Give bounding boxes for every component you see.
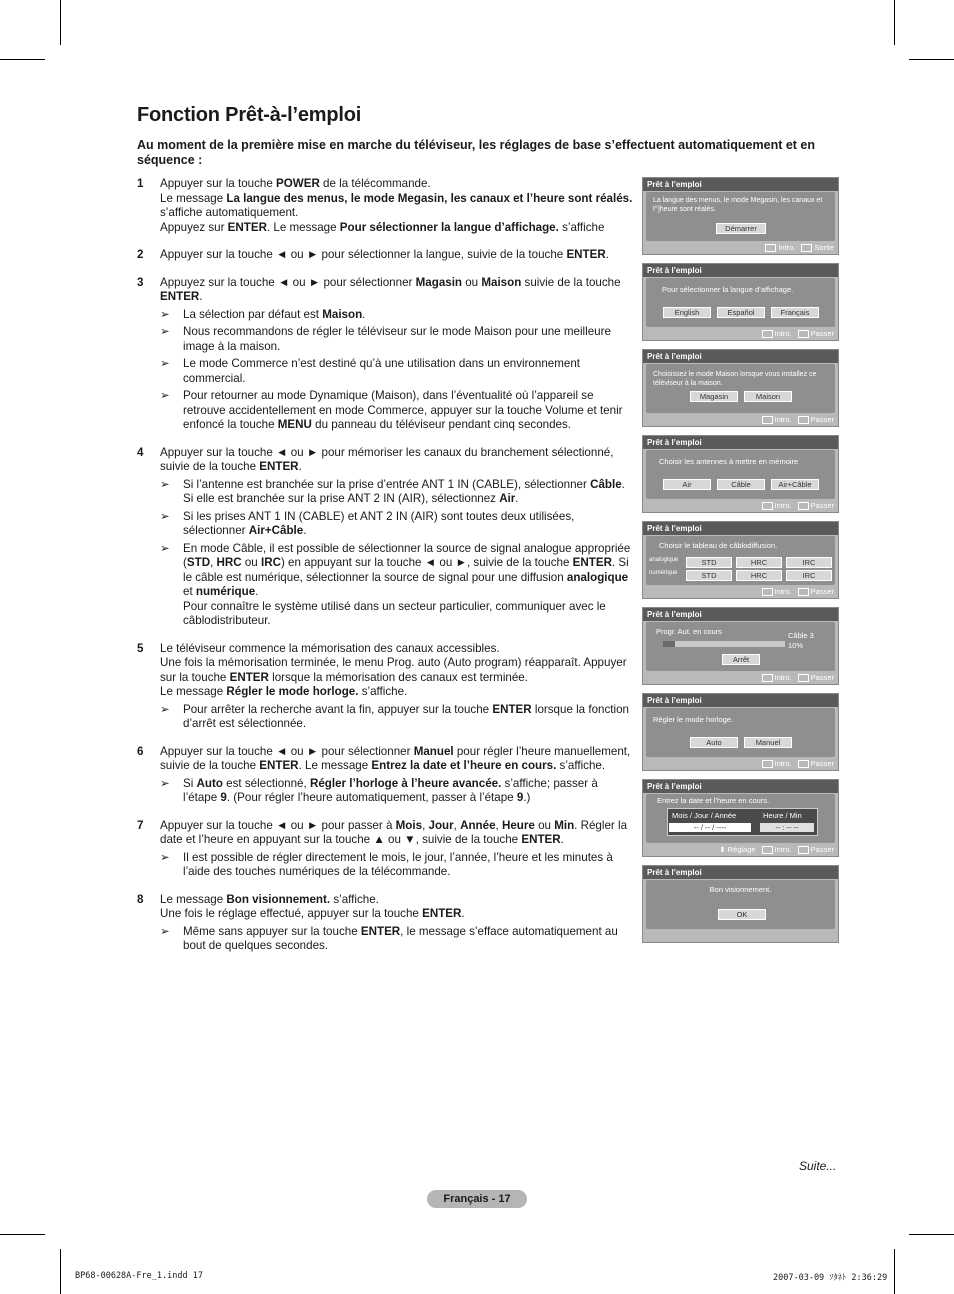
enter-icon: [765, 244, 776, 252]
date-time-table: Mois / Jour / Année Heure / Min -- / -- / ---- -- : -- --: [667, 808, 818, 836]
option-air-cable[interactable]: Air+Câble: [771, 479, 819, 490]
steps-list: [137, 177, 635, 967]
crop-mark: [894, 1249, 895, 1294]
enter-icon: [762, 502, 773, 510]
digital-irc[interactable]: IRC: [786, 570, 832, 581]
step-8: 8 Le message Bon visionnement. s’affiche. Une fois le réglage effectué, appuyer sur la touche ENTER. ➢ Même sans appuyer sur la touche ENTER, le message s’efface automatiquement au bout de quelques secondes.: [137, 892, 618, 952]
osd-screen-1: Prêt à l’emploi La langue des menus, le mode Megasin, les canaux et l^]heure sont réalés. Démarrer Intro. Sortie: [642, 177, 839, 255]
exit-icon: [801, 244, 812, 252]
analog-irc[interactable]: IRC: [786, 557, 832, 568]
osd-screens: [642, 177, 839, 951]
enter-icon: [762, 416, 773, 424]
step-6: 6 Appuyer sur la touche ◄ ou ► pour sélectionner Manuel pour régler l’heure manuellement, suivie de la touche ENTER. Le message Entrez la date et l’heure en cours. s’affiche. ➢ Si Auto est sélectionné, Régler l’horloge à l’heure avancée. s’affiche; passer à l’étape 9. (Pour régler l’heure automatiquement, passer à l’étape 9.): [137, 744, 631, 804]
time-field[interactable]: -- : -- --: [760, 823, 814, 832]
analog-hrc[interactable]: HRC: [736, 557, 782, 568]
demarrer-button[interactable]: Démarrer: [716, 223, 766, 234]
step-1: 1 Appuyer sur la touche POWER de la télécommande. Le message La langue des menus, le mode Megasin, les canaux et l’heure sont réalés. s’affiche automatiquement. Appuyez sur ENTER. Le message Pour sélectionner la langue d’affichage. s’affiche: [137, 177, 633, 234]
crop-mark: [0, 59, 45, 60]
osd-screen-2: Prêt à l’emploi Pour sélectionner la langue d’affichage. English Español Français Intro. Passer: [642, 263, 839, 341]
option-auto[interactable]: Auto: [690, 737, 738, 748]
crop-mark: [909, 1234, 954, 1235]
osd-screen-6: Prêt à l’emploi Progr. Aut. en cours Câble 3 10% Arrêt Intro. Passer: [642, 607, 839, 685]
option-maison[interactable]: Maison: [744, 391, 792, 402]
option-english[interactable]: English: [663, 307, 711, 318]
enter-icon: [762, 674, 773, 682]
digital-hrc[interactable]: HRC: [736, 570, 782, 581]
date-field[interactable]: -- / -- / ----: [669, 823, 751, 832]
crop-mark: [60, 0, 61, 45]
page-number-badge: Français - 17: [427, 1190, 527, 1208]
step-2: 2 Appuyer sur la touche ◄ ou ► pour sélectionner la langue, suivie de la touche ENTER.: [137, 248, 609, 261]
enter-icon: [762, 760, 773, 768]
skip-icon: [798, 330, 809, 338]
osd-title: Prêt à l’emploi: [643, 178, 838, 191]
slug-date: 2007-03-09 ｿﾀﾈﾄ 2:36:29: [773, 1273, 888, 1283]
osd-screen-8: Prêt à l’emploi Entrez la date et l’heure en cours. Mois / Jour / Année Heure / Min -- / -- / ---- -- : -- -- ⬍ Réglage Intro. Passer: [642, 779, 839, 857]
intro-text: Au moment de la première mise en marche du téléviseur, les réglages de base s’effectuent automatiquement et en séquence :: [137, 138, 816, 167]
osd-screen-3: Prêt à l’emploi Choisissez le mode Maison lorsque vous installez ce téléviseur à la maison. Magasin Maison Intro. Passer: [642, 349, 839, 427]
option-francais[interactable]: Français: [771, 307, 819, 318]
option-espanol[interactable]: Español: [717, 307, 765, 318]
osd-screen-5: Prêt à l’emploi Choisir le tableau de câblodiffusion. analogique numérique STD HRC IRC STD HRC IRC Intro. Passer: [642, 521, 839, 599]
osd-screen-4: Prêt à l’emploi Choisir les antennes à mettre en mémoire Air Câble Air+Câble Intro. Passer: [642, 435, 839, 513]
skip-icon: [798, 760, 809, 768]
slug-file: BP68-00628A-Fre_1.indd 17: [75, 1271, 203, 1281]
crop-mark: [894, 0, 895, 45]
ok-button[interactable]: OK: [718, 909, 766, 920]
enter-icon: [762, 588, 773, 596]
skip-icon: [798, 416, 809, 424]
osd-screen-9: Prêt à l’emploi Bon visionnement. OK: [642, 865, 839, 943]
step-4: 4 Appuyer sur la touche ◄ ou ► pour mémoriser les canaux du branchement sélectionné, suivie de la touche ENTER. ➢ Si l’antenne est branchée sur la prise d’entrée ANT 1 IN (CABLE), sélectionner Câble. Si elle est branchée sur la prise ANT 2 IN (AIR), sélectionnez Air. ➢ Si les prises ANT 1 IN (CABLE) et ANT 2 IN (AIR) sont toutes deux utilisées, sélectionner Air+Câble. ➢ En mode Câble, il est possible de sélectionner la source de signal analogue appropriée (STD, HRC ou IRC) en appuyant sur la touche ◄ ou ►, suivie de la touche ENTER. Si le câble est numérique, sélectionner la source de signal pour une diffusion analogique et numérique. Pour connaître le système utilisé dans un secteur particulier, communiquer avec le câblodistributeur.: [137, 445, 631, 627]
enter-icon: [762, 330, 773, 338]
skip-icon: [798, 502, 809, 510]
osd-message: La langue des menus, le mode Megasin, les canaux et l^]heure sont réalés.: [653, 197, 823, 213]
crop-mark: [60, 1249, 61, 1294]
updown-icon: ⬍: [719, 845, 726, 854]
step-7: 7 Appuyer sur la touche ◄ ou ► pour passer à Mois, Jour, Année, Heure ou Min. Régler la date et l’heure en appuyant sur la touche ▲ ou ▼, suivie de la touche ENTER. ➢ Il est possible de régler directement le mois, le jour, l’année, l’heure et les minutes à l’aide des touches numériques de la télécommande.: [137, 818, 628, 878]
progress-fill: [663, 641, 675, 647]
analog-std[interactable]: STD: [686, 557, 732, 568]
enter-icon: [762, 846, 773, 854]
option-air[interactable]: Air: [663, 479, 711, 490]
arret-button[interactable]: Arrêt: [722, 654, 760, 665]
osd-screen-7: Prêt à l’emploi Régler le mode horloge. Auto Manuel Intro. Passer: [642, 693, 839, 771]
skip-icon: [798, 846, 809, 854]
digital-std[interactable]: STD: [686, 570, 732, 581]
suite-label: Suite...: [799, 1159, 837, 1173]
skip-icon: [798, 588, 809, 596]
skip-icon: [798, 674, 809, 682]
option-cable[interactable]: Câble: [717, 479, 765, 490]
option-magasin[interactable]: Magasin: [690, 391, 738, 402]
step-3: 3 Appuyez sur la touche ◄ ou ► pour sélectionner Magasin ou Maison suivie de la touche ENTER. ➢ La sélection par défaut est Maison. ➢ Nous recommandons de régler le téléviseur sur le mode Maison pour une meilleure image à la maison. ➢ Le mode Commerce n’est destiné qu’à une utilisation dans un environnement commercial. ➢ Pour retourner au mode Dynamique (Maison), dans l’éventualité où l’appareil se retrouve accidentellement en mode Commerce, appuyer sur la touche Volume et tenir enfoncé la touche MENU du panneau du téléviseur pendant cinq secondes.: [137, 275, 623, 431]
crop-mark: [909, 59, 954, 60]
step-5: 5 Le téléviseur commence la mémorisation des canaux accessibles. Une fois la mémorisation terminée, le menu Prog. auto (Auto program) réapparaît. Appuyer sur la touche ENTER lorsque la mémorisation des canaux est terminée. Le message Régler le mode horloge. s’affiche. ➢ Pour arrêter la recherche avant la fin, appuyer sur la touche ENTER lorsque la fonction d’arrêt est sélectionnée.: [137, 641, 629, 730]
page-title: Fonction Prêt-à-l’emploi: [137, 104, 362, 126]
progress-bar: [663, 641, 785, 647]
option-manuel[interactable]: Manuel: [744, 737, 792, 748]
crop-mark: [0, 1234, 45, 1235]
